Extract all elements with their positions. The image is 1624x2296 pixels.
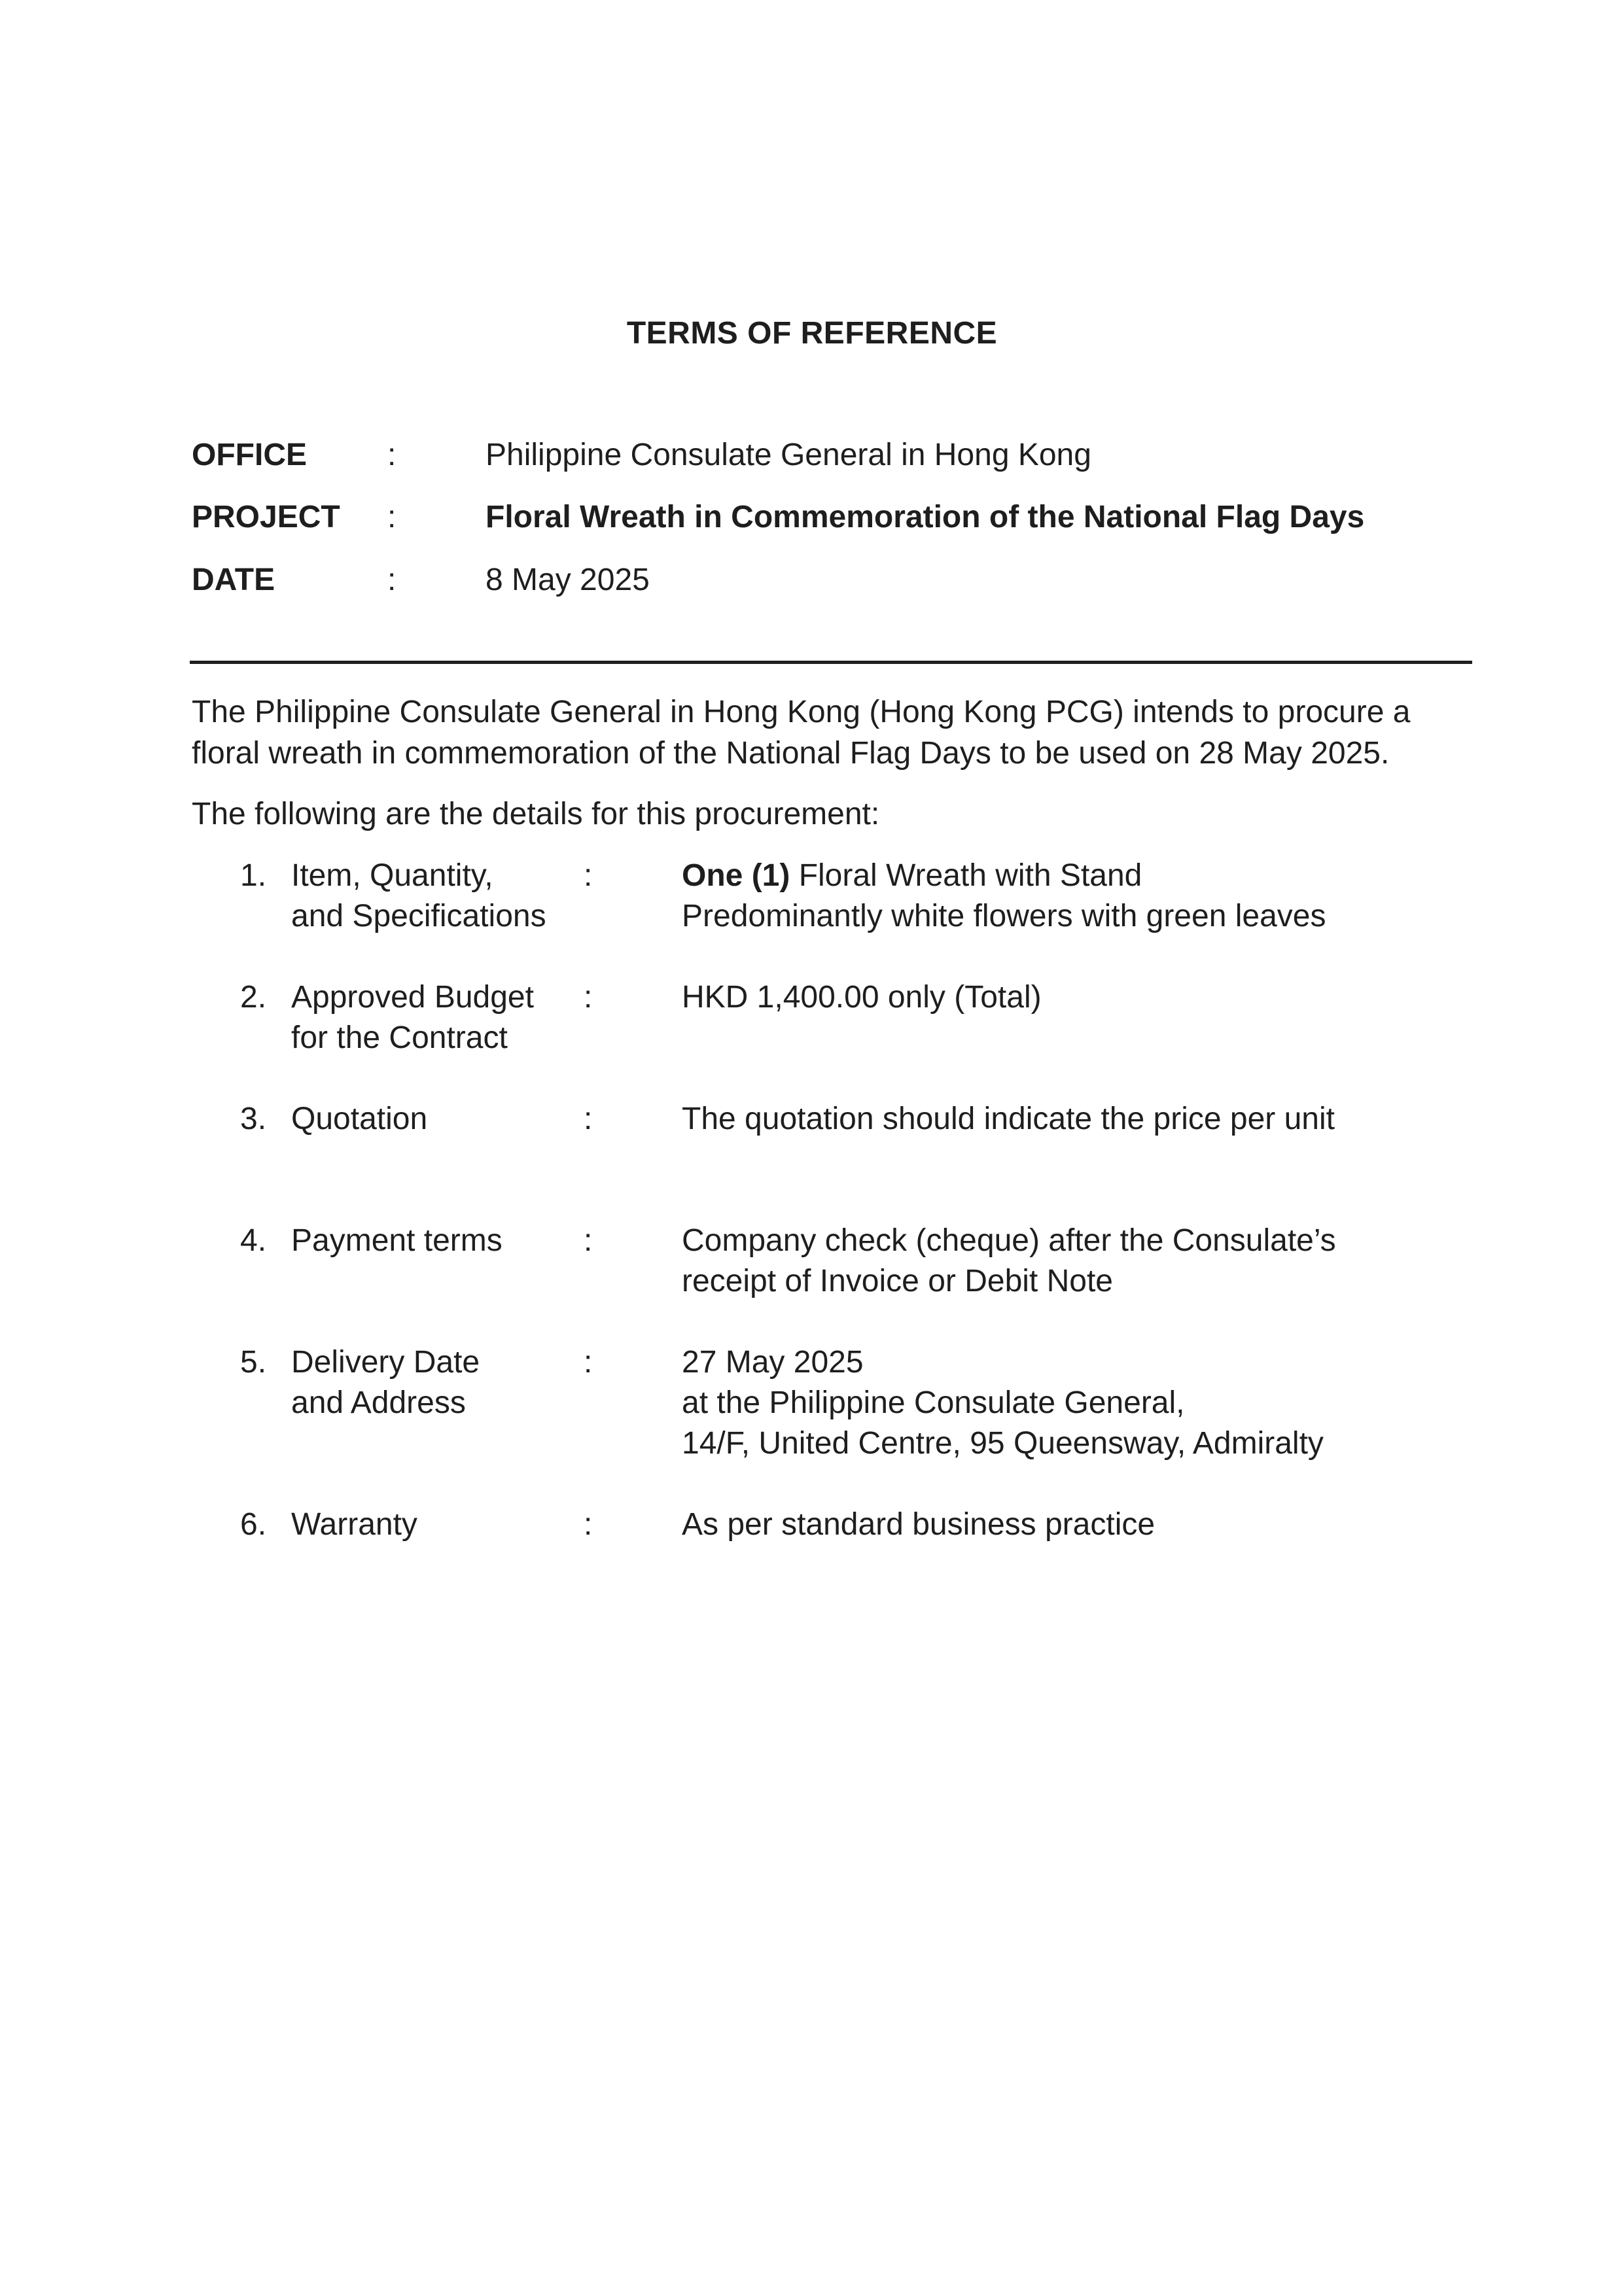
item-colon: : bbox=[584, 1102, 593, 1136]
office-colon: : bbox=[387, 438, 397, 472]
project-value: Floral Wreath in Commemoration of the National Flag Days bbox=[485, 500, 1365, 534]
office-value: Philippine Consulate General in Hong Kong bbox=[485, 438, 1091, 472]
item-value-line: Company check (cheque) after the Consulate’s bbox=[682, 1223, 1336, 1258]
item-label-line: Delivery Date bbox=[291, 1345, 480, 1380]
document-title: TERMS OF REFERENCE bbox=[626, 316, 998, 351]
details-intro: The following are the details for this procurement: bbox=[192, 797, 880, 831]
date-value: 8 May 2025 bbox=[485, 563, 650, 597]
item-colon: : bbox=[584, 1223, 593, 1258]
item-label-line: and Specifications bbox=[291, 899, 546, 933]
item-label-line: Payment terms bbox=[291, 1223, 503, 1258]
item-value-line: As per standard business practice bbox=[682, 1507, 1156, 1542]
item-number: 4. bbox=[240, 1223, 267, 1258]
date-colon: : bbox=[387, 563, 397, 597]
item-label-line: Approved Budget bbox=[291, 980, 534, 1015]
item-value-line: receipt of Invoice or Debit Note bbox=[682, 1264, 1113, 1298]
item-value-line: 27 May 2025 bbox=[682, 1345, 864, 1380]
item-colon: : bbox=[584, 858, 593, 893]
item-colon: : bbox=[584, 1507, 593, 1542]
date-label: DATE bbox=[192, 563, 275, 597]
item-value-line bbox=[682, 856, 1142, 896]
item-label-line: Item, Quantity, bbox=[291, 858, 493, 893]
item-label-line: for the Contract bbox=[291, 1020, 508, 1055]
horizontal-rule bbox=[190, 661, 1472, 664]
item-value-line: The quotation should indicate the price per unit bbox=[682, 1102, 1335, 1136]
office-label: OFFICE bbox=[192, 438, 307, 472]
intro-paragraph: The Philippine Consulate General in Hong Kong (Hong Kong PCG) intends to procure a floral wreath in commemoration of the National Flag Days to be used on 28 May 2025. bbox=[192, 695, 1411, 771]
item-label-line: and Address bbox=[291, 1385, 466, 1420]
item-number: 5. bbox=[240, 1345, 267, 1380]
item-value-line: at the Philippine Consulate General, bbox=[682, 1385, 1185, 1420]
item-number: 1. bbox=[240, 858, 267, 893]
item-value-line: 14/F, United Centre, 95 Queensway, Admiralty bbox=[682, 1426, 1324, 1461]
item-label-line: Quotation bbox=[291, 1102, 428, 1136]
item-value-line: HKD 1,400.00 only (Total) bbox=[682, 980, 1042, 1015]
item-value-text: Floral Wreath with Stand bbox=[790, 858, 1142, 893]
item-label-line: Warranty bbox=[291, 1507, 417, 1542]
item-colon: : bbox=[584, 980, 593, 1015]
quantity-emphasis: One (1) bbox=[682, 858, 790, 893]
item-colon: : bbox=[584, 1345, 593, 1380]
project-label: PROJECT bbox=[192, 500, 340, 534]
project-colon: : bbox=[387, 500, 397, 534]
item-number: 3. bbox=[240, 1102, 267, 1136]
item-number: 2. bbox=[240, 980, 267, 1015]
item-value-line: Predominantly white flowers with green leaves bbox=[682, 899, 1326, 933]
item-number: 6. bbox=[240, 1507, 267, 1542]
